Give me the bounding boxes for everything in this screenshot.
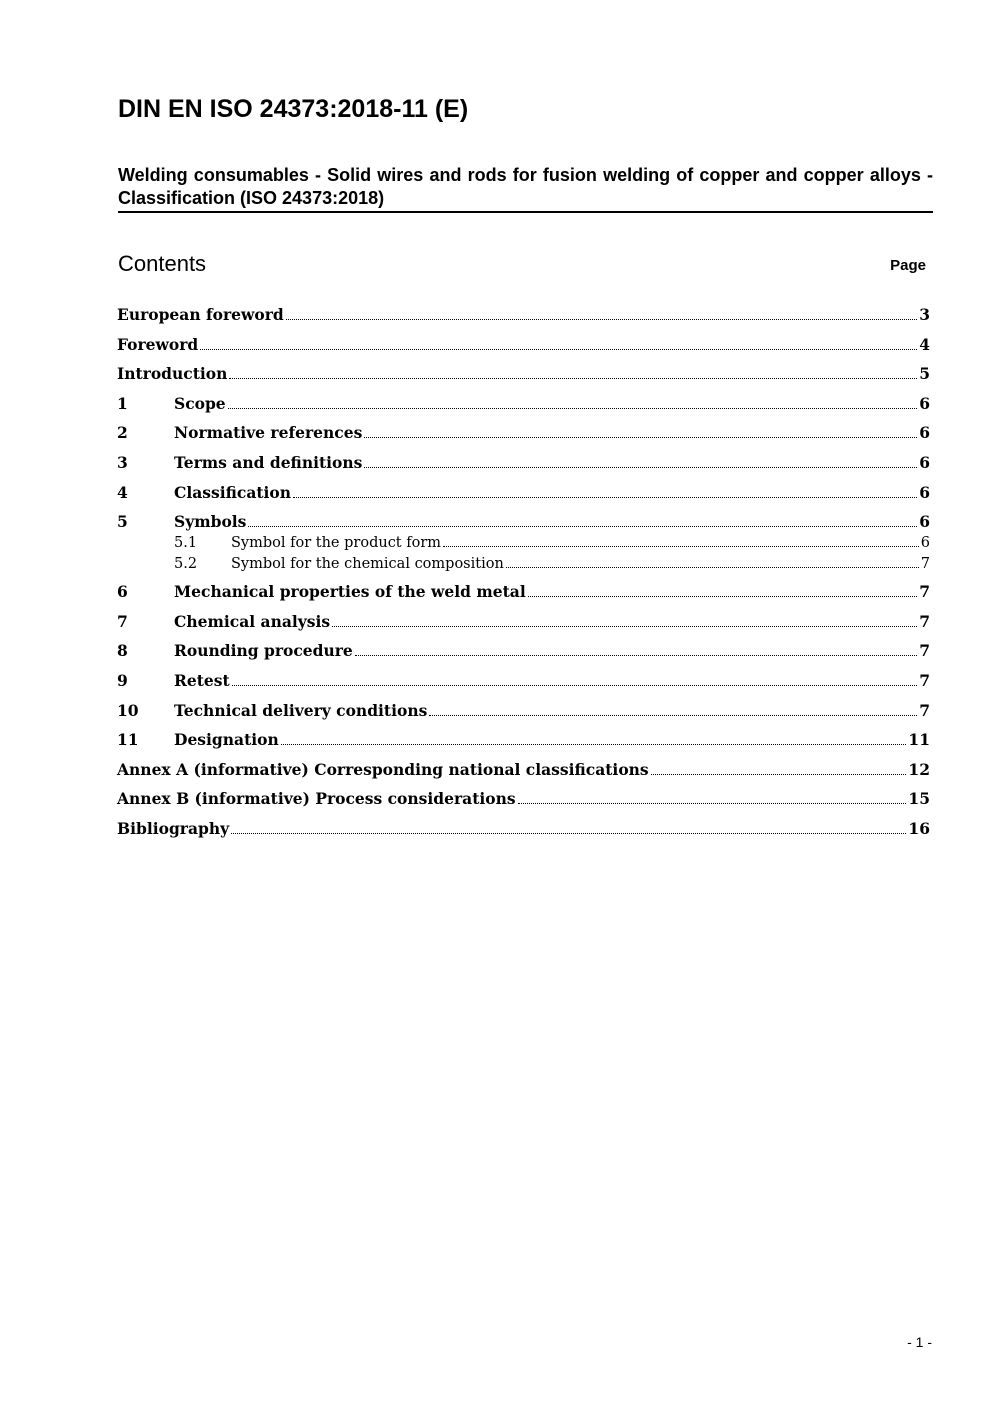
toc-entry-title: Mechanical properties of the weld metal — [174, 582, 526, 601]
toc-entry-number: 6 — [117, 582, 128, 601]
document-title: DIN EN ISO 24373:2018-11 (E) — [118, 95, 469, 123]
toc-entry-page: 7 — [919, 701, 930, 720]
toc-leader-dots — [443, 542, 919, 547]
toc-entry-title: Symbols — [174, 512, 247, 531]
toc-entry-retest[interactable] — [117, 671, 930, 691]
toc-entry-designation[interactable] — [117, 730, 930, 750]
toc-entry-title: Annex B (informative) Process considerations — [117, 789, 516, 808]
document-subtitle: Welding consumables - Solid wires and rods for fusion welding of copper and copper alloys - Classification (ISO 24373:2018) — [118, 164, 933, 213]
toc-leader-dots — [286, 315, 917, 320]
toc-leader-dots — [518, 799, 907, 804]
toc-leader-dots — [281, 740, 907, 745]
toc-entry-symbol-product-form[interactable] — [117, 533, 930, 553]
toc-leader-dots — [332, 622, 917, 627]
toc-entry-number: 5.1 — [174, 535, 198, 551]
toc-leader-dots — [293, 493, 917, 498]
toc-entry-title: Classification — [174, 483, 292, 502]
toc-entry-page: 6 — [919, 483, 930, 502]
toc-leader-dots — [232, 681, 918, 686]
toc-entry-page: 6 — [919, 512, 930, 531]
toc-entry-page: 6 — [919, 423, 930, 442]
toc-entry-bibliography[interactable] — [117, 819, 930, 839]
toc-entry-page: 15 — [908, 789, 930, 808]
toc-entry-terms-and-definitions[interactable] — [117, 453, 930, 473]
toc-leader-dots — [429, 711, 917, 716]
toc-entry-page: 5 — [919, 364, 930, 383]
toc-entry-title: Designation — [174, 730, 279, 749]
toc-entry-page: 4 — [919, 335, 930, 354]
toc-leader-dots — [364, 463, 917, 468]
toc-entry-title: Symbol for the product form — [231, 535, 442, 551]
toc-entry-chemical-analysis[interactable] — [117, 612, 930, 632]
toc-entry-number: 10 — [117, 701, 139, 720]
toc-entry-number: 1 — [117, 394, 128, 413]
toc-leader-dots — [228, 404, 918, 409]
toc-leader-dots — [231, 829, 906, 834]
toc-entry-title: Foreword — [117, 335, 199, 354]
toc-entry-title: Terms and definitions — [174, 453, 363, 472]
toc-entry-annex-b[interactable] — [117, 789, 930, 809]
toc-entry-symbol-chemical-composition[interactable] — [117, 554, 930, 574]
toc-entry-page: 7 — [919, 582, 930, 601]
page-column-label: Page — [890, 257, 926, 274]
toc-entry-page: 6 — [919, 453, 930, 472]
toc-leader-dots — [248, 522, 917, 527]
toc-entry-european-foreword[interactable] — [117, 305, 930, 325]
toc-entry-page: 7 — [919, 671, 930, 690]
toc-entry-title: Bibliography — [117, 819, 230, 838]
toc-entry-page: 12 — [908, 760, 930, 779]
toc-entry-title: Symbol for the chemical composition — [231, 556, 504, 572]
toc-entry-page: 3 — [919, 305, 930, 324]
toc-entry-page: 16 — [908, 819, 930, 838]
toc-entry-foreword[interactable] — [117, 335, 930, 355]
toc-entry-title: Rounding procedure — [174, 641, 353, 660]
toc-entry-number: 8 — [117, 641, 128, 660]
toc-leader-dots — [200, 345, 917, 350]
toc-entry-introduction[interactable] — [117, 364, 930, 384]
toc-entry-number: 2 — [117, 423, 128, 442]
toc-entry-annex-a[interactable] — [117, 760, 930, 780]
toc-entry-symbols[interactable] — [117, 512, 930, 532]
toc-entry-title: Retest — [174, 671, 230, 690]
toc-entry-scope[interactable] — [117, 394, 930, 414]
toc-entry-title: Technical delivery conditions — [174, 701, 428, 720]
toc-entry-classification[interactable] — [117, 483, 930, 503]
toc-leader-dots — [355, 651, 917, 656]
toc-entry-page: 11 — [908, 730, 930, 749]
toc-entry-number: 9 — [117, 671, 128, 690]
toc-entry-number: 4 — [117, 483, 128, 502]
toc-entry-page: 6 — [920, 535, 930, 551]
toc-entry-number: 5.2 — [174, 556, 198, 572]
toc-entry-page: 7 — [919, 612, 930, 631]
page-number: - 1 - — [907, 1334, 932, 1350]
toc-entry-title: Introduction — [117, 364, 228, 383]
toc-entry-normative-references[interactable] — [117, 423, 930, 443]
toc-leader-dots — [506, 563, 919, 568]
toc-entry-technical-delivery-conditions[interactable] — [117, 701, 930, 721]
toc-leader-dots — [364, 433, 917, 438]
toc-entry-number: 5 — [117, 512, 128, 531]
contents-heading: Contents — [118, 251, 207, 276]
toc-entry-page: 7 — [919, 641, 930, 660]
toc-leader-dots — [651, 770, 907, 775]
toc-entry-number: 3 — [117, 453, 128, 472]
toc-entry-title: Scope — [174, 394, 226, 413]
toc-entry-page: 6 — [919, 394, 930, 413]
toc-entry-page: 7 — [920, 556, 930, 572]
toc-entry-number: 7 — [117, 612, 128, 631]
toc-leader-dots — [528, 592, 918, 597]
toc-entry-title: Annex A (informative) Corresponding national classifications — [117, 760, 649, 779]
toc-entry-number: 11 — [117, 730, 139, 749]
toc-entry-mechanical-properties[interactable] — [117, 582, 930, 602]
toc-entry-title: European foreword — [117, 305, 284, 324]
toc-leader-dots — [229, 374, 917, 379]
toc-entry-title: Normative references — [174, 423, 363, 442]
toc-entry-title: Chemical analysis — [174, 612, 331, 631]
toc-entry-rounding-procedure[interactable] — [117, 641, 930, 661]
